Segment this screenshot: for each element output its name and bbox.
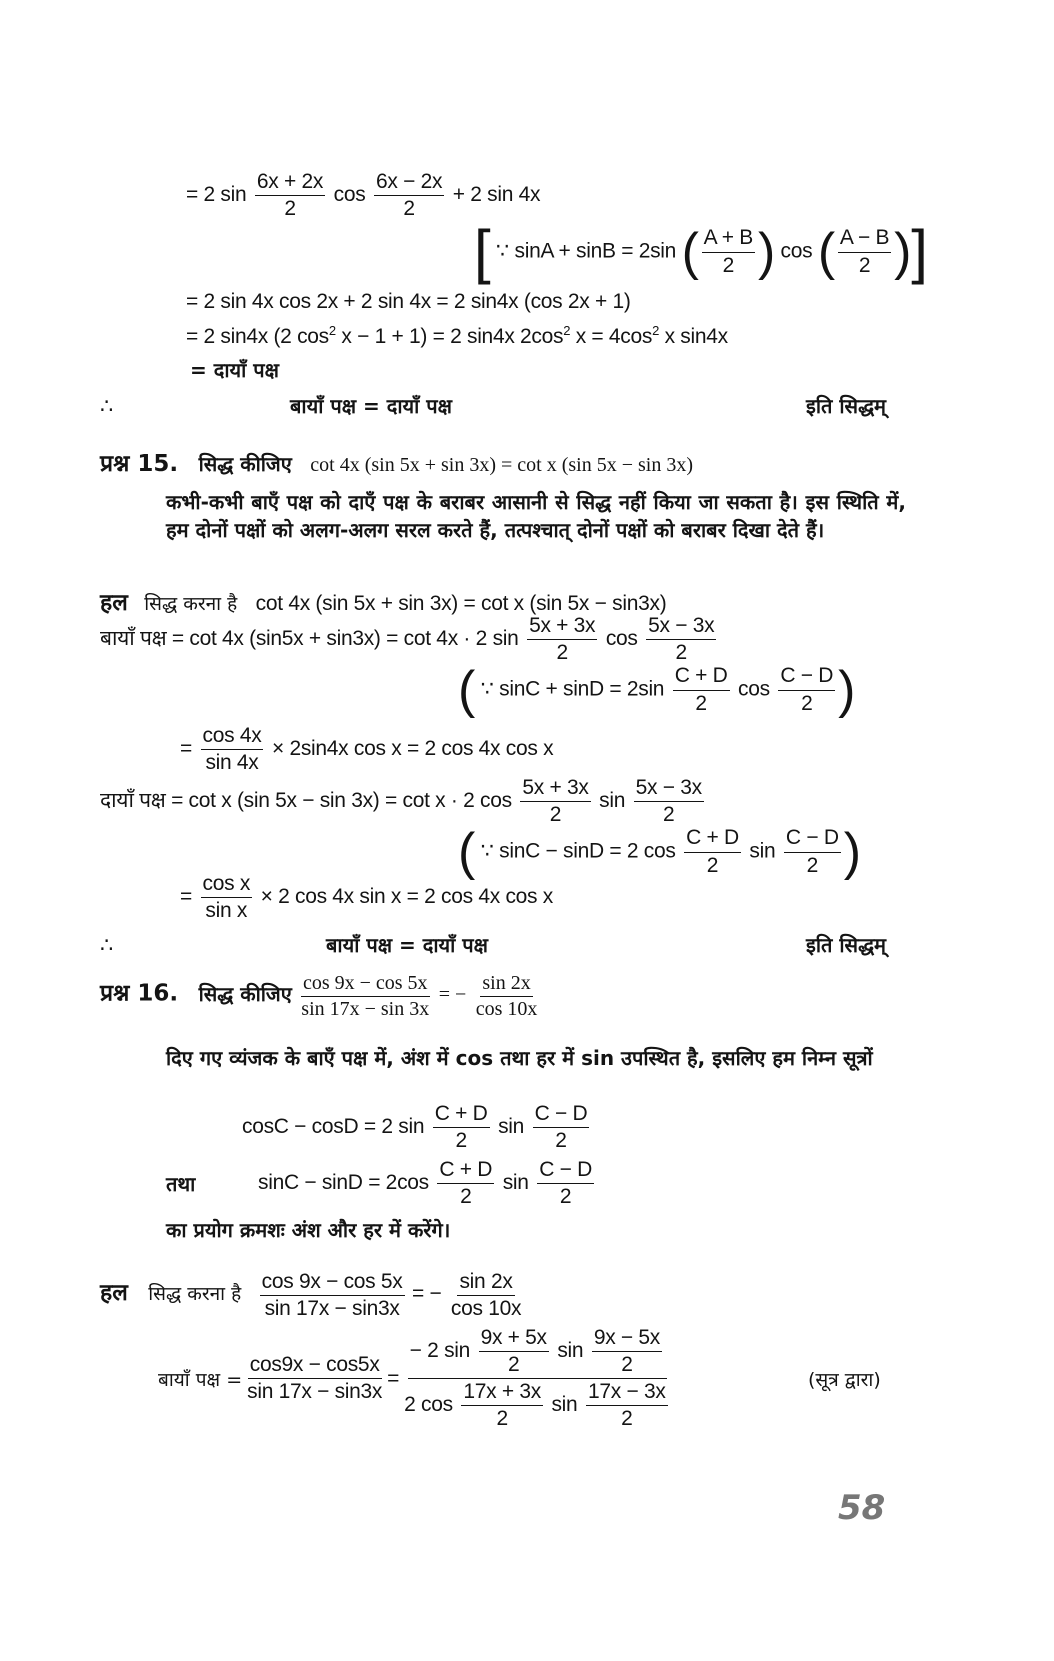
- compound-fraction: [402, 1326, 672, 1432]
- denominator: 2: [801, 691, 813, 715]
- question-15-note: कभी-कभी बाएँ पक्ष को दाएँ पक्ष के बराबर आसानी से सिद्ध नहीं किया जा सकता है। इस स्थिति में, हम दोनों पक्षों को अलग-अलग सरल करते हैं, तत्पश्चात् दोनों पक्षों को बराबर दिखा देते हैं।: [166, 490, 906, 542]
- right-paren: ): [838, 661, 856, 719]
- eq-text: दायाँ पक्ष = cot x (sin 5x − sin 3x) = cot x · 2 cos: [100, 789, 512, 813]
- fraction: [479, 1326, 549, 1377]
- fraction: [586, 1380, 668, 1431]
- fraction: [201, 724, 264, 775]
- source-note: (सूत्र द्वारा): [808, 1369, 881, 1391]
- numerator: 9x − 5x: [592, 1326, 662, 1352]
- left-paren: (: [681, 223, 699, 281]
- question-16-note-end: का प्रयोग क्रमशः अंश और हर में करेंगे।: [166, 1218, 451, 1242]
- fraction: [299, 972, 431, 1021]
- eq-text: =: [180, 885, 192, 909]
- identity-sum-to-product: [474, 218, 928, 285]
- numerator: C − D: [537, 1158, 594, 1184]
- question-statement: cot 4x (sin 5x + sin 3x) = cot x (sin 5x − sin 3x): [310, 454, 693, 476]
- denominator: sin 17x − sin3x: [264, 1297, 400, 1321]
- eq-text: sin: [502, 1171, 529, 1195]
- fraction: [201, 872, 253, 923]
- fraction: [374, 170, 444, 221]
- solution-prompt: सिद्ध करना है: [144, 593, 238, 615]
- fraction: [684, 826, 741, 877]
- conclusion: बायाँ पक्ष = दायाँ पक्ष: [290, 394, 452, 418]
- fraction: [245, 1353, 384, 1404]
- rhs-identity: [458, 823, 861, 881]
- eq-text: × 2 cos 4x sin x = 2 cos 4x cos x: [260, 885, 553, 909]
- eq-text: sin: [557, 1339, 584, 1363]
- fraction: [838, 226, 891, 277]
- fraction: [537, 1158, 594, 1209]
- fraction: [461, 1380, 543, 1431]
- eq-line-2: = 2 sin 4x cos 2x + 2 sin 4x = 2 sin4x (cos 2x + 1): [186, 290, 631, 313]
- eq-text: x = 4cos: [570, 325, 653, 348]
- eq-text: × 2sin4x cos x = 2 cos 4x cos x: [271, 737, 554, 761]
- denominator: 2: [675, 641, 687, 665]
- eq-text: = 2 sin: [186, 183, 247, 207]
- numerator: 9x + 5x: [479, 1326, 549, 1352]
- lhs-expansion: [100, 614, 719, 665]
- exponent: 2: [563, 323, 571, 338]
- tatha-label: तथा: [166, 1172, 196, 1196]
- eq-text: sin: [551, 1393, 578, 1417]
- denominator: 2: [507, 1353, 520, 1377]
- denominator: 2: [858, 253, 871, 277]
- numerator: 17x + 3x: [461, 1380, 543, 1406]
- eq-text: + 2 sin 4x: [452, 183, 541, 207]
- eq-text: sinC − sinD = 2cos: [258, 1171, 429, 1195]
- left-paren: (: [458, 661, 476, 719]
- numerator: cos 9x − cos 5x: [260, 1270, 405, 1296]
- denominator: 2: [496, 1407, 508, 1431]
- numerator: C − D: [533, 1102, 590, 1128]
- fraction: [527, 614, 597, 665]
- fraction: [634, 776, 704, 827]
- page-number: 58: [838, 1488, 886, 1528]
- denominator: 2: [549, 803, 562, 827]
- lhs-label: बायाँ पक्ष =: [158, 1368, 243, 1391]
- denominator: 2: [403, 197, 415, 221]
- fraction: [784, 826, 841, 877]
- eq-text: cos: [738, 677, 770, 701]
- denominator: 2: [455, 1129, 467, 1153]
- numerator: cos 4x: [201, 724, 264, 750]
- fraction: [520, 776, 590, 827]
- eq-text: sin: [599, 789, 626, 813]
- lhs-identity: [458, 661, 856, 719]
- question-label: प्रश्न 16.: [100, 980, 179, 1007]
- denominator: 2: [559, 1185, 572, 1209]
- fraction: [449, 1270, 523, 1321]
- conclusion: बायाँ पक्ष = दायाँ पक्ष: [326, 933, 488, 957]
- therefore-symbol: ∴: [100, 395, 114, 418]
- solution-15-heading: [100, 585, 666, 617]
- fraction: [433, 1102, 490, 1153]
- numerator: cos x: [201, 872, 253, 898]
- eq-text: cos: [333, 183, 366, 207]
- lhs-result: [180, 724, 553, 775]
- numerator: C + D: [684, 826, 741, 852]
- denominator: 2: [555, 1129, 567, 1153]
- numerator: C + D: [673, 664, 730, 690]
- numerator: 6x + 2x: [255, 170, 325, 196]
- numerator: cos9x − cos5x: [248, 1353, 382, 1379]
- lhs-q16-expansion: [158, 1326, 676, 1432]
- fraction: [255, 170, 325, 221]
- compound-denominator: [402, 1379, 672, 1431]
- rhs-result: [180, 872, 553, 923]
- numerator: 5x + 3x: [527, 614, 597, 640]
- eq-line-3: [186, 323, 728, 349]
- fraction: [260, 1270, 405, 1321]
- numerator: sin 2x: [480, 972, 532, 997]
- question-label: प्रश्न 15.: [100, 451, 179, 477]
- eq-text: x sin4x: [659, 325, 728, 348]
- solution-label: हल: [100, 590, 128, 616]
- denominator: sin 4x: [205, 751, 259, 775]
- question-16-note: दिए गए व्यंजक के बाएँ पक्ष में, अंश में cos तथा हर में sin उपस्थित है, इसलिए हम निम्न सूत्रों: [166, 1046, 873, 1070]
- qed: इति सिद्धम्: [806, 933, 887, 957]
- fraction: [646, 614, 716, 665]
- numerator: A − B: [838, 226, 891, 252]
- eq-text: ∵ sinA + sinB = 2sin: [495, 239, 677, 263]
- question-prompt: सिद्ध कीजिए: [198, 452, 292, 476]
- right-paren: ): [843, 823, 861, 881]
- eq-text: =: [180, 737, 192, 761]
- denominator: 2: [695, 691, 707, 715]
- eq-text: =: [387, 1366, 400, 1390]
- exponent: 2: [652, 323, 660, 338]
- numerator: C + D: [433, 1102, 490, 1128]
- numerator: 5x − 3x: [646, 614, 716, 640]
- rhs-expansion: [100, 776, 707, 827]
- eq-text: sin: [498, 1115, 525, 1139]
- formula-sin-diff: [258, 1158, 597, 1209]
- solution-statement: cot 4x (sin 5x + sin 3x) = cot x (sin 5x − sin3x): [255, 592, 667, 615]
- denominator: 2: [706, 853, 719, 877]
- denominator: 2: [621, 1407, 633, 1431]
- solution-prompt: सिद्ध करना है: [148, 1282, 242, 1305]
- question-15-heading: [100, 446, 693, 478]
- qed: इति सिद्धम्: [806, 394, 887, 418]
- eq-line-4: = दायाँ पक्ष: [190, 358, 279, 382]
- fraction: [533, 1102, 590, 1153]
- question-16-heading: [100, 972, 542, 1021]
- eq-text: cosC − cosD = 2 sin: [242, 1115, 425, 1139]
- denominator: sin x: [205, 899, 248, 923]
- eq-text: − 2 sin: [409, 1339, 471, 1363]
- eq-text: x − 1 + 1) = 2 sin4x 2cos: [335, 325, 564, 348]
- denominator: sin 17x − sin3x: [247, 1380, 383, 1404]
- eq-text: = 2 sin4x (2 cos: [186, 325, 329, 348]
- compound-numerator: [408, 1326, 667, 1379]
- fraction: [673, 664, 730, 715]
- eq-text: cos: [780, 239, 813, 263]
- denominator: sin 17x − sin 3x: [301, 998, 430, 1020]
- exponent: 2: [328, 323, 336, 338]
- eq-text: = −: [411, 1281, 442, 1305]
- fraction: [778, 664, 835, 715]
- denominator: 2: [621, 1353, 633, 1377]
- left-bracket: [: [474, 218, 491, 285]
- numerator: C − D: [784, 826, 841, 852]
- denominator: cos 10x: [475, 998, 538, 1020]
- eq-text: 2 cos: [404, 1393, 453, 1417]
- left-paren: (: [817, 223, 835, 281]
- numerator: 6x − 2x: [374, 170, 444, 196]
- denominator: 2: [722, 253, 734, 277]
- numerator: sin 2x: [457, 1270, 514, 1296]
- eq-text: ∵ sinC + sinD = 2sin: [480, 677, 665, 701]
- left-paren: (: [458, 823, 476, 881]
- fraction: [702, 226, 755, 277]
- eq-text: = −: [438, 983, 467, 1006]
- right-paren: ): [757, 223, 775, 281]
- numerator: C + D: [437, 1158, 494, 1184]
- solution-label: हल: [100, 1279, 128, 1306]
- numerator: 17x − 3x: [586, 1380, 668, 1406]
- numerator: C − D: [778, 664, 835, 690]
- formula-cos-diff: [242, 1102, 592, 1153]
- numerator: A + B: [702, 226, 755, 252]
- fraction: [592, 1326, 662, 1377]
- eq-text: sin: [749, 839, 776, 863]
- therefore-symbol: ∴: [100, 934, 114, 957]
- denominator: 2: [284, 197, 296, 221]
- eq-text: बायाँ पक्ष = cot 4x (sin5x + sin3x) = cot 4x · 2 sin: [100, 627, 519, 651]
- denominator: 2: [806, 853, 818, 877]
- eq-text: ∵ sinC − sinD = 2 cos: [480, 839, 676, 863]
- fraction: [474, 972, 540, 1021]
- solution-16-heading: [100, 1270, 526, 1321]
- question-prompt: सिद्ध कीजिए: [198, 981, 292, 1006]
- eq-text: cos: [605, 627, 638, 651]
- denominator: 2: [460, 1185, 472, 1209]
- denominator: 2: [556, 641, 568, 665]
- fraction: [437, 1158, 494, 1209]
- numerator: cos 9x − cos 5x: [301, 972, 430, 997]
- denominator: 2: [663, 803, 675, 827]
- numerator: 5x − 3x: [634, 776, 704, 802]
- eq-line-1: [186, 170, 540, 221]
- right-paren: ): [894, 223, 912, 281]
- right-bracket: ]: [911, 218, 928, 285]
- numerator: 5x + 3x: [520, 776, 590, 802]
- denominator: cos 10x: [450, 1297, 522, 1321]
